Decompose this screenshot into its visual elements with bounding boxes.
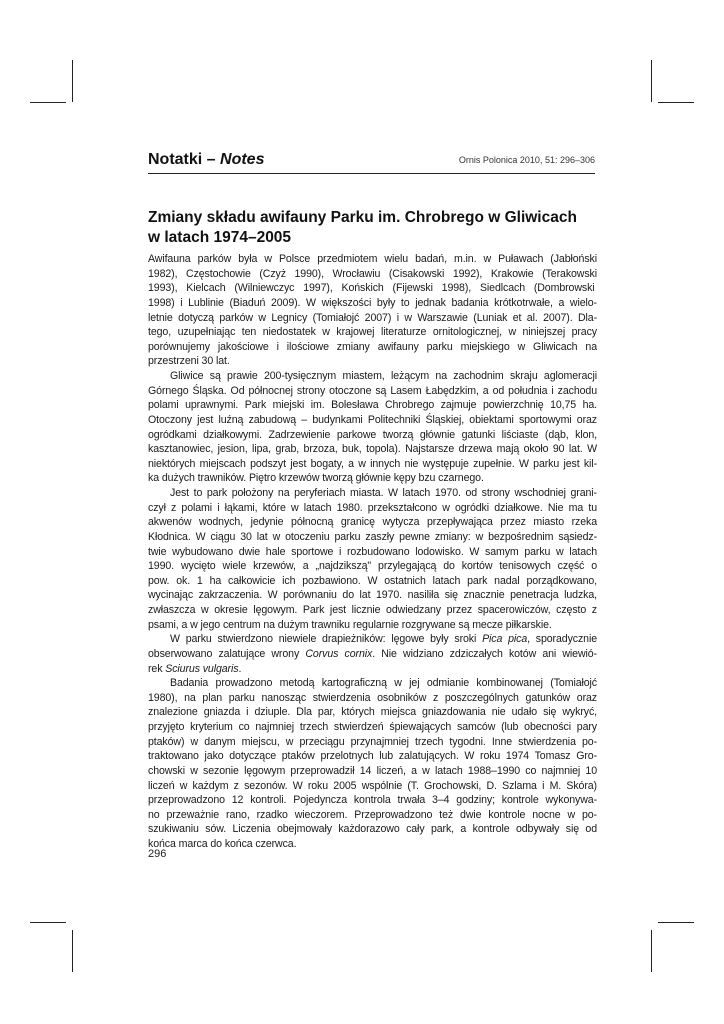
- text-line-content: [148, 794, 597, 806]
- journal-citation: Ornis Polonica 2010, 51: 296–306: [458, 155, 595, 165]
- text-line-content: [148, 385, 597, 397]
- text-line-content: [148, 531, 597, 543]
- text-run: liczeń w każdym z sezonów. W roku 2005 wspólnie (T. Grochowski, D. Szlama i M. Skóra): [148, 779, 597, 792]
- crop-mark-bottom-left-vertical: [72, 930, 73, 972]
- text-run: .: [238, 662, 242, 675]
- text-line-content: [148, 648, 597, 660]
- text-run: 1993), Kielcach (Wilniewczyc 1997), Końskich (Fijewski 1998), Siedlcach (Dombrowski: [148, 282, 595, 295]
- article-body: [148, 252, 597, 852]
- header-rule: [148, 173, 595, 174]
- text-line-content: [148, 823, 597, 835]
- text-line: [148, 530, 597, 545]
- text-line-content: [148, 780, 597, 792]
- text-run: 1982), Częstochowie (Czyż 1990), Wrocławiu (Cisakowski 1992), Krakowie (Terakowski: [148, 267, 597, 280]
- crop-mark-top-right-horizontal: [658, 102, 694, 103]
- article-title: [148, 208, 595, 247]
- crop-mark-bottom-right-vertical: [651, 930, 652, 972]
- text-line-content: [148, 663, 241, 675]
- text-line-content: [148, 809, 597, 821]
- text-line: [148, 588, 597, 603]
- species-name: Corvus cornix: [305, 647, 373, 660]
- text-run: letnie dotyczą parków w Legnicy (Tomiałojć 2007) i w Warszawie (Luniak et al. 2007). Dla-: [148, 311, 597, 324]
- text-line-content: [148, 706, 597, 718]
- text-run: Otoczony jest luźną zabudową – budynkami Politechniki Śląskiej, obiektami sportowymi oraz: [148, 413, 597, 426]
- text-run: 1980), na plan parku nanosząc stwierdzenia osobników z poszczególnych gatunków oraz: [148, 691, 597, 704]
- text-run: Badania prowadzono metodą kartograficzną w jej odmianie kombinowanej (Tomiałojć: [170, 677, 597, 690]
- text-line: [148, 325, 597, 340]
- text-line-content: [170, 370, 597, 382]
- text-line: [148, 618, 597, 633]
- text-line-content: [170, 487, 597, 499]
- text-run: wycinając zakrzaczenia. W porównaniu do lat 1970. nasiliła się znacznie penetracja ludzka,: [148, 589, 597, 602]
- text-line-content: [148, 560, 597, 572]
- text-line: [148, 793, 597, 808]
- text-line: [148, 501, 597, 516]
- text-line-content: [148, 253, 597, 265]
- text-line: [148, 428, 597, 443]
- text-line-content: [148, 414, 597, 426]
- text-line-content: [148, 692, 597, 704]
- text-line: [148, 647, 597, 662]
- text-run: Górnego Śląska. Od północnej strony otoczone są Lasem Łabędzkim, a od południa i zachodu: [148, 384, 597, 397]
- section-title-italic: Notes: [220, 151, 265, 168]
- text-run: rek: [148, 662, 166, 675]
- text-run: przyjęto kryterium co najmniej trzech stwierdzeń śpiewających samców (lub obecności pary: [148, 721, 597, 733]
- text-line: [148, 808, 597, 823]
- text-run: polami uprawnymi. Park miejski im. Bolesława Chrobrego zajmuje powierzchnię 10,75 ha.: [148, 399, 597, 412]
- text-line-content: [148, 458, 597, 470]
- text-line-content: [148, 546, 597, 558]
- section-title: [148, 150, 264, 170]
- text-line: [148, 603, 597, 618]
- text-line-content: [148, 736, 597, 748]
- text-run: pow. ok. 1 ha całkowicie ich pozbawiono. W ostatnich latach park nadal porządkowano,: [148, 574, 597, 587]
- text-line-content: [148, 604, 597, 616]
- text-run: końca marca do końca czerwca.: [148, 838, 297, 850]
- text-run: przeprowadzono 12 kontroli. Pojedyncza kontrola trwała 3–4 godziny; kontrole wykonywa-: [148, 794, 597, 807]
- text-line-content: [148, 443, 597, 455]
- text-run: kasztanowiec, jesion, lipa, grab, brzoza, buk, topola). Najstarsze drzewa mają około 90 lat. W: [148, 443, 597, 456]
- text-run: 1998) i Lublinie (Biaduń 2009). W większości były to jednak badania krótkotrwałe, a wielo-: [148, 296, 597, 309]
- section-title-text: Notatki –: [148, 151, 221, 168]
- text-line: [148, 486, 597, 501]
- text-run: Gliwice są prawie 200-tysięcznym miastem, leżącym na zachodnim skraju aglomeracji: [170, 370, 597, 382]
- text-line: [148, 413, 597, 428]
- text-line-content: [148, 399, 597, 411]
- species-name: Pica pica: [482, 633, 528, 646]
- text-line: [148, 559, 597, 574]
- article-title-line-2: w latach 1974–2005: [148, 228, 292, 246]
- text-line: [148, 267, 597, 282]
- text-line-content: [170, 677, 597, 689]
- crop-mark-top-right-vertical: [651, 60, 652, 102]
- text-run: porównujemy jakościowe i ilościowe zmiany awifauny parku miejskiego w Gliwicach na: [148, 340, 597, 353]
- page-number: 296: [148, 848, 167, 860]
- text-line: [148, 457, 597, 472]
- text-line-content: [170, 633, 597, 645]
- text-line: [148, 691, 597, 706]
- text-line-content: [148, 721, 597, 733]
- text-line: [148, 574, 597, 589]
- text-line-content: [148, 502, 597, 514]
- text-line: [148, 442, 597, 457]
- text-line: [148, 311, 597, 326]
- text-run: tego, uzupełniając ten niedostatek w krajowej literaturze ornitologicznej, w niniejszej pracy: [148, 326, 597, 339]
- text-line: [148, 252, 597, 267]
- text-line: [148, 764, 597, 779]
- text-line: [148, 281, 597, 296]
- text-line-content: [148, 589, 597, 601]
- text-line: [148, 354, 597, 369]
- text-line-content: [148, 326, 597, 338]
- text-line: [148, 837, 597, 852]
- text-line: [148, 471, 597, 486]
- text-run: , sporadycznie: [527, 633, 597, 646]
- text-run: akwenów wodnych, jedynie północną granicę wytycza przepływająca przez miasto rzeka: [148, 516, 597, 529]
- text-line: [148, 779, 597, 794]
- crop-mark-bottom-left-horizontal: [30, 922, 66, 923]
- text-run: ogródkami działkowymi. Zadrzewienie parkowe tworzą głównie gatunki liściaste (dąb, klon,: [148, 428, 597, 441]
- text-line: [148, 720, 597, 735]
- text-line-content: [148, 282, 595, 294]
- text-line: [148, 296, 597, 311]
- text-line: [148, 398, 597, 413]
- text-line-content: [148, 341, 597, 353]
- text-line-content: [148, 297, 597, 309]
- text-line-content: [148, 765, 597, 777]
- text-line: [148, 632, 597, 647]
- text-line: [148, 384, 597, 399]
- article-title-line-1: Zmiany składu awifauny Parku im. Chrobrego w Gliwicach: [148, 209, 577, 226]
- text-run: twie wybudowano dwie hale sportowe i rozbudowano lodowisko. W samym parku w latach: [148, 545, 597, 558]
- text-line-content: [148, 268, 597, 280]
- text-run: 1990. wycięto wiele krzewów, a „najdzikszą" przylegającą do kortów tenisowych część o: [148, 560, 597, 573]
- text-run: Jest to park położony na peryferiach miasta. W latach 1970. od strony wschodniej grani-: [170, 487, 597, 499]
- running-header: [148, 150, 595, 176]
- text-run: no przeważnie rano, rzadko wieczorem. Przeprowadzono też dwie kontrole nocne w po-: [148, 808, 597, 821]
- text-line: [148, 369, 597, 384]
- text-line-content: [148, 312, 597, 324]
- text-line-content: [148, 355, 230, 367]
- text-run: czył z polami i łąkami, które w latach 1980. przekształcono w ogródki działkowe. Nie ma tu: [148, 501, 597, 514]
- text-line-content: [148, 472, 484, 484]
- text-line-content: [148, 750, 597, 762]
- text-run: psami, a w jego centrum na dużym trawniku regularnie rozgrywane są mecze piłkarskie.: [148, 618, 552, 631]
- text-run: znalezione gniazda i dziuple. Dla par, których miejsca gniazdowania nie udało się wykryć,: [148, 706, 597, 719]
- text-run: W parku stwierdzono niewiele drapieżników: lęgowe były sroki: [170, 633, 483, 646]
- text-run: chowski w sezonie lęgowym przeprowadził 14 liczeń, a w latach 1988–1990 co najmniej 10: [148, 764, 597, 777]
- text-line-content: [148, 429, 597, 441]
- text-line: [148, 662, 597, 677]
- crop-mark-top-left-vertical: [72, 60, 73, 102]
- text-run: niektórych miejscach podszyt jest bogaty, a w innych nie występuje zupełnie. W parku jest kil-: [148, 457, 597, 470]
- text-run: . Nie widziano zdziczałych kotów ani wiewió-: [372, 647, 597, 660]
- text-run: szukiwaniu sów. Liczenia obejmowały każdorazowo cały park, a kontrole odbywały się od: [148, 823, 597, 836]
- crop-mark-top-left-horizontal: [30, 102, 66, 103]
- text-line: [148, 676, 597, 691]
- text-line-content: [148, 838, 296, 850]
- text-run: ka dużych trawników. Piętro krzewów tworzą głównie kępy bzu czarnego.: [148, 472, 484, 485]
- text-line: [148, 545, 597, 560]
- text-run: ptaków) w danym miejscu, w przeciągu przynajmniej trzech tygodni. Inne stwierdzenia po-: [148, 735, 597, 748]
- text-line: [148, 705, 597, 720]
- text-line-content: [148, 619, 552, 631]
- text-run: traktowano jako dotyczące ptaków przelotnych lub zalatujących. W roku 1974 Tomasz Gro-: [148, 750, 597, 763]
- text-run: zwłaszcza w okresie lęgowym. Park jest licznie odwiedzany przez spacerowiczów, często z: [148, 604, 597, 616]
- text-run: Kłodnica. W ciągu 30 lat w otoczeniu parku zaszły pewne zmiany: w bezpośrednim sąsiedz-: [148, 530, 597, 543]
- text-line-content: [148, 516, 597, 528]
- text-line: [148, 822, 597, 837]
- text-line: [148, 515, 597, 530]
- text-line-content: [148, 575, 597, 587]
- text-line: [148, 735, 597, 750]
- text-run: Awifauna parków była w Polsce przedmiotem wielu badań, m.in. w Puławach (Jabłoński: [148, 253, 597, 265]
- text-run: obserwowano zalatujące wrony: [148, 647, 306, 660]
- crop-mark-bottom-right-horizontal: [658, 922, 694, 923]
- text-run: przestrzeni 30 lat.: [148, 355, 230, 368]
- text-line: [148, 749, 597, 764]
- species-name: Sciurus vulgaris: [165, 662, 239, 675]
- text-line: [148, 340, 597, 355]
